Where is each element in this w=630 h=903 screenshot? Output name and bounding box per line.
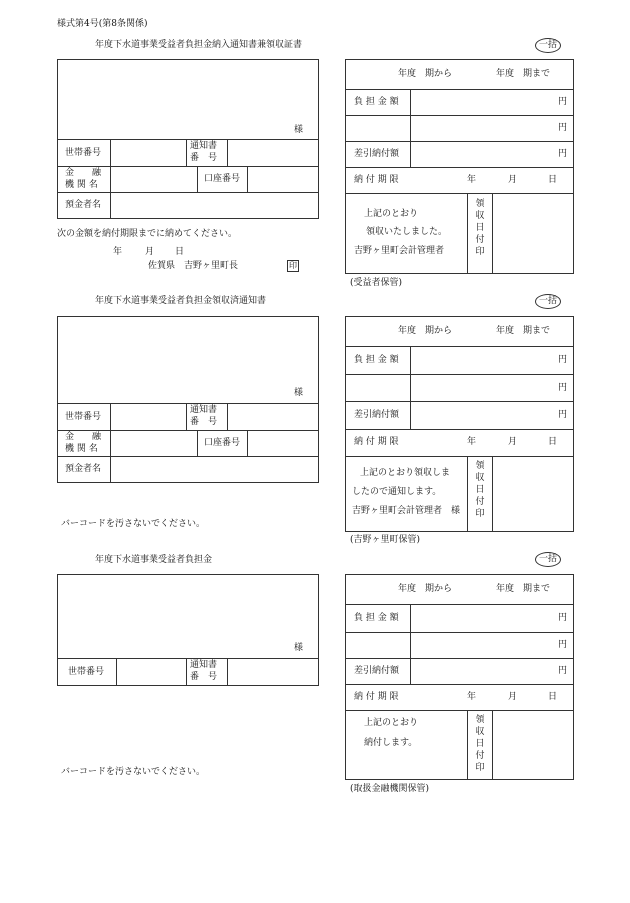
deadline-label: 納 付 期 限 bbox=[354, 437, 399, 447]
keep-note: (受益者保管) bbox=[350, 278, 403, 288]
deadline-label: 納 付 期 限 bbox=[354, 175, 399, 185]
form-number: 様式第4号(第8条関係) bbox=[57, 19, 148, 29]
ikkatsu-stamp: 一括 bbox=[535, 552, 561, 567]
notice-no-label-2: 番 号 bbox=[190, 153, 218, 163]
barcode-note: バーコードを汚さないでください。 bbox=[61, 767, 206, 777]
household-no-label: 世帯番号 bbox=[68, 667, 105, 677]
household-no-label: 世帯番号 bbox=[65, 412, 102, 422]
bank-label-2: 機 関 名 bbox=[65, 444, 98, 454]
period-from: 年度 期から bbox=[398, 584, 453, 594]
bank-label-1: 金 融 bbox=[65, 168, 102, 178]
burden-amount-label: 負 担 金 額 bbox=[354, 97, 399, 107]
yen-1: 円 bbox=[558, 613, 568, 623]
receipt-text-3: 吉野ヶ里町会計管理者 bbox=[354, 246, 445, 256]
depositor-label: 預金者名 bbox=[65, 464, 102, 474]
date-day: 日 bbox=[175, 247, 185, 257]
instruction: 次の金額を納付期限までに納めてください。 bbox=[57, 229, 238, 239]
net-payment-label: 差引納付額 bbox=[354, 666, 400, 676]
account-no-label: 口座番号 bbox=[204, 174, 241, 184]
period-to: 年度 期まで bbox=[496, 69, 551, 79]
deadline-label: 納 付 期 限 bbox=[354, 692, 399, 702]
keep-note: (吉野ヶ里町保管) bbox=[350, 535, 421, 545]
deadline-year: 年 bbox=[467, 437, 477, 447]
receipt-text-3: 吉野ヶ里町会計管理者 様 bbox=[352, 506, 461, 516]
payer-info-table bbox=[57, 59, 319, 219]
period-from: 年度 期から bbox=[398, 326, 453, 336]
notice-no-label-2: 番 号 bbox=[190, 417, 218, 427]
receipt-text-1: 上記のとおり bbox=[364, 718, 419, 728]
receipt-stamp-label: 領 収 日 付 印 bbox=[475, 199, 485, 257]
deadline-year: 年 bbox=[467, 175, 477, 185]
receipt-text-2: したので通知します。 bbox=[352, 487, 442, 497]
notice-no-label-2: 番 号 bbox=[190, 672, 218, 682]
receipt-text-1: 上記のとおり bbox=[364, 209, 419, 219]
notice-no-label-1: 通知書 bbox=[190, 405, 218, 415]
net-payment-label: 差引納付額 bbox=[354, 410, 400, 420]
household-no-label: 世帯番号 bbox=[65, 148, 102, 158]
yen-2: 円 bbox=[558, 383, 568, 393]
period-to: 年度 期まで bbox=[496, 584, 551, 594]
honorific: 様 bbox=[294, 643, 304, 653]
deadline-year: 年 bbox=[467, 692, 477, 702]
amount-table bbox=[345, 59, 574, 274]
period-to: 年度 期まで bbox=[496, 326, 551, 336]
receipt-stamp-label: 領 収 日 付 印 bbox=[475, 715, 485, 773]
yen-3: 円 bbox=[558, 410, 568, 420]
yen-1: 円 bbox=[558, 355, 568, 365]
notice-no-label-1: 通知書 bbox=[190, 141, 218, 151]
yen-2: 円 bbox=[558, 640, 568, 650]
account-no-label: 口座番号 bbox=[204, 438, 241, 448]
date-year: 年 bbox=[113, 247, 123, 257]
deadline-month: 月 bbox=[508, 437, 518, 447]
burden-amount-label: 負 担 金 額 bbox=[354, 613, 399, 623]
burden-amount-label: 負 担 金 額 bbox=[354, 355, 399, 365]
ikkatsu-stamp: 一括 bbox=[535, 38, 561, 53]
keep-note: (取扱金融機関保管) bbox=[350, 784, 430, 794]
barcode-note: バーコードを汚さないでください。 bbox=[61, 519, 206, 529]
issuer: 佐賀県 吉野ヶ里町長 bbox=[148, 261, 239, 271]
ikkatsu-stamp: 一括 bbox=[535, 294, 561, 309]
receipt-text-2: 領収いたしました。 bbox=[366, 227, 448, 237]
section-2-title: 年度下水道事業受益者負担金領収済通知書 bbox=[95, 296, 267, 306]
deadline-month: 月 bbox=[508, 175, 518, 185]
deadline-month: 月 bbox=[508, 692, 518, 702]
yen-3: 円 bbox=[558, 149, 568, 159]
amount-table bbox=[345, 316, 574, 532]
bank-label-2: 機 関 名 bbox=[65, 180, 98, 190]
notice-no-label-1: 通知書 bbox=[190, 660, 218, 670]
honorific: 様 bbox=[294, 125, 304, 135]
net-payment-label: 差引納付額 bbox=[354, 149, 400, 159]
yen-2: 円 bbox=[558, 123, 568, 133]
deadline-day: 日 bbox=[548, 437, 558, 447]
payer-info-table bbox=[57, 316, 319, 483]
deadline-day: 日 bbox=[548, 692, 558, 702]
date-month: 月 bbox=[145, 247, 155, 257]
deadline-day: 日 bbox=[548, 175, 558, 185]
receipt-text-1: 上記のとおり領収しま bbox=[360, 468, 451, 478]
honorific: 様 bbox=[294, 388, 304, 398]
payer-info-table bbox=[57, 574, 319, 686]
yen-1: 円 bbox=[558, 97, 568, 107]
bank-label-1: 金 融 bbox=[65, 432, 102, 442]
section-1-title: 年度下水道事業受益者負担金納入通知書兼領収証書 bbox=[95, 40, 303, 50]
section-3-title: 年度下水道事業受益者負担金 bbox=[95, 555, 213, 565]
amount-table bbox=[345, 574, 574, 780]
yen-3: 円 bbox=[558, 666, 568, 676]
receipt-stamp-label: 領 収 日 付 印 bbox=[475, 461, 485, 519]
period-from: 年度 期から bbox=[398, 69, 453, 79]
depositor-label: 預金者名 bbox=[65, 200, 102, 210]
seal-mark: 印 bbox=[289, 261, 297, 270]
receipt-text-2: 納付します。 bbox=[364, 738, 418, 748]
